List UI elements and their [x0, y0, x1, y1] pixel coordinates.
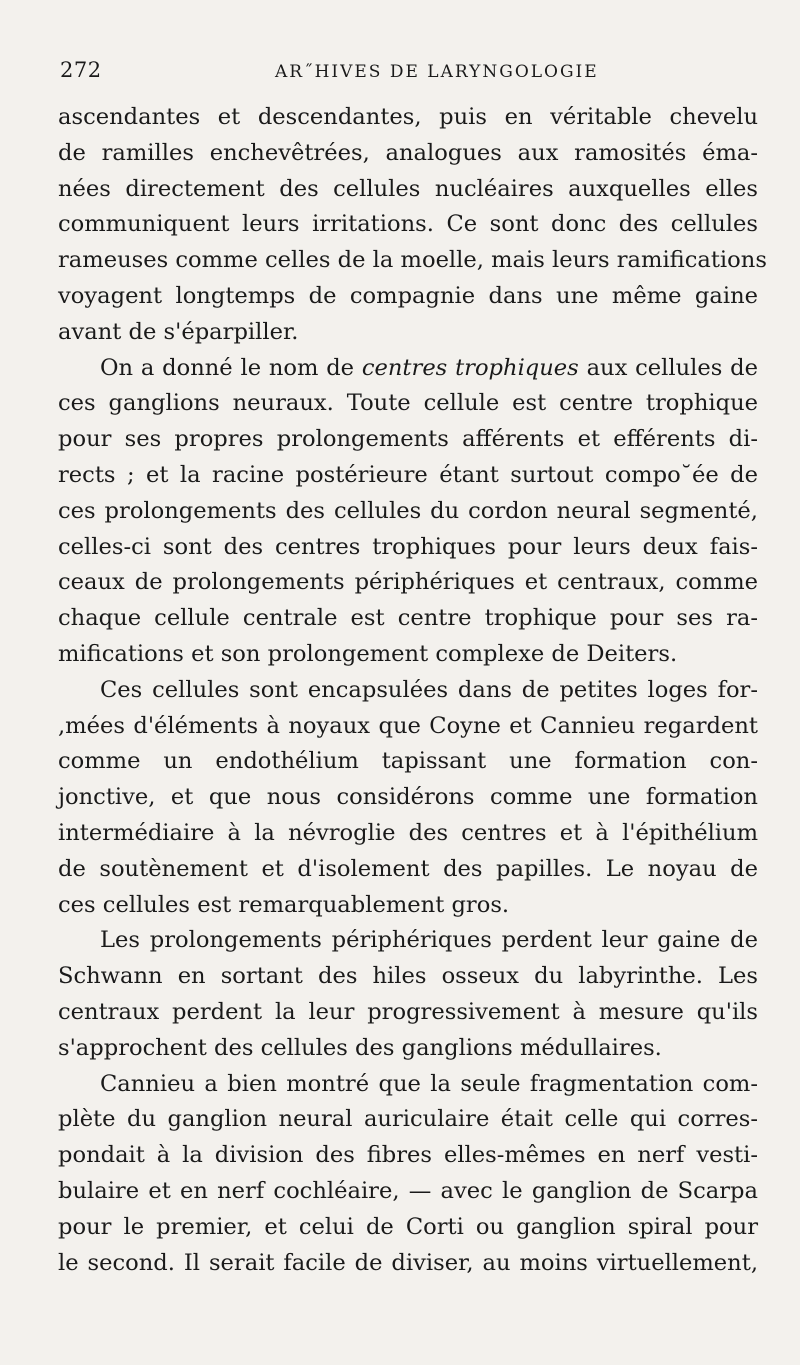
text-line: avant de s'éparpiller. [58, 318, 299, 345]
text-line: ces ganglions neuraux. Toute cellule est centre trophique [58, 390, 758, 417]
italic-term: centres trophiques [361, 354, 579, 381]
text-segment: aux cellules de [586, 354, 758, 381]
text-line: mifications et son prolongement complexe de Deiters. [58, 640, 678, 667]
text-line: jonctive, et que nous considérons comme une formation [58, 784, 758, 811]
text-line: voyagent longtemps de compagnie dans une même gaine [58, 282, 758, 309]
text-line: comme un endothélium tapissant une formation con- [58, 748, 758, 775]
text-line: pondait à la division des fibres elles-mêmes en nerf vesti- [58, 1142, 758, 1169]
text-line: de soutènement et d'isolement des papilles. Le noyau de [58, 855, 758, 882]
text-line: s'approchent des cellules des ganglions médullaires. [58, 1034, 662, 1061]
text-line: pour le premier, et celui de Corti ou ganglion spiral pour [58, 1213, 758, 1240]
page-header [0, 58, 800, 88]
text-line [58, 351, 758, 387]
text-line: communiquent leurs irritations. Ce sont donc des cellules [58, 211, 758, 238]
text-line: plète du ganglion neural auriculaire était celle qui corres- [58, 1106, 758, 1133]
text-line: ,mées d'éléments à noyaux que Coyne et Cannieu regardent [58, 712, 758, 739]
text-line: rameuses comme celles de la moelle, mais leurs ramifications [58, 247, 767, 274]
text-line: Schwann en sortant des hiles osseux du labyrinthe. Les [58, 963, 758, 990]
text-segment: On a donné le nom de [100, 354, 355, 381]
text-line: ceaux de prolongements périphériques et centraux, comme [58, 569, 758, 596]
text-line: le second. Il serait facile de diviser, au moins virtuellement, [58, 1249, 758, 1276]
text-line: bulaire et en nerf cochléaire, — avec le ganglion de Scarpa [58, 1177, 758, 1204]
text-line: intermédiaire à la névroglie des centres et à l'épithélium [58, 819, 758, 846]
text-line: celles-ci sont des centres trophiques pour leurs deux fais- [58, 533, 758, 560]
running-head: AR˝HIVES DE LARYNGOLOGIE [275, 62, 599, 82]
text-line: chaque cellule centrale est centre trophique pour ses ra- [58, 605, 758, 632]
text-line: Ces cellules sont encapsulées dans de petites loges for- [100, 676, 758, 703]
text-line: ascendantes et descendantes, puis en véritable chevelu [58, 104, 758, 130]
text-line: nées directement des cellules nucléaires auxquelles elles [58, 175, 758, 202]
text-line: Les prolongements périphériques perdent leur gaine de [100, 927, 758, 954]
text-line: pour ses propres prolongements afférents et efférents di- [58, 426, 758, 453]
page-number: 272 [60, 58, 102, 82]
text-line: ces cellules est remarquablement gros. [58, 891, 510, 918]
text-line: ces prolongements des cellules du cordon neural segmenté, [58, 497, 758, 524]
text-line: centraux perdent la leur progressivement à mesure qu'ils [58, 998, 758, 1025]
text-line: Cannieu a bien montré que la seule fragmentation com- [100, 1070, 758, 1097]
body-text [58, 100, 767, 1281]
text-line: de ramilles enchevêtrées, analogues aux ramosités éma- [58, 139, 758, 166]
text-line: rects ; et la racine postérieure étant surtout compo˘ée de [58, 461, 758, 488]
